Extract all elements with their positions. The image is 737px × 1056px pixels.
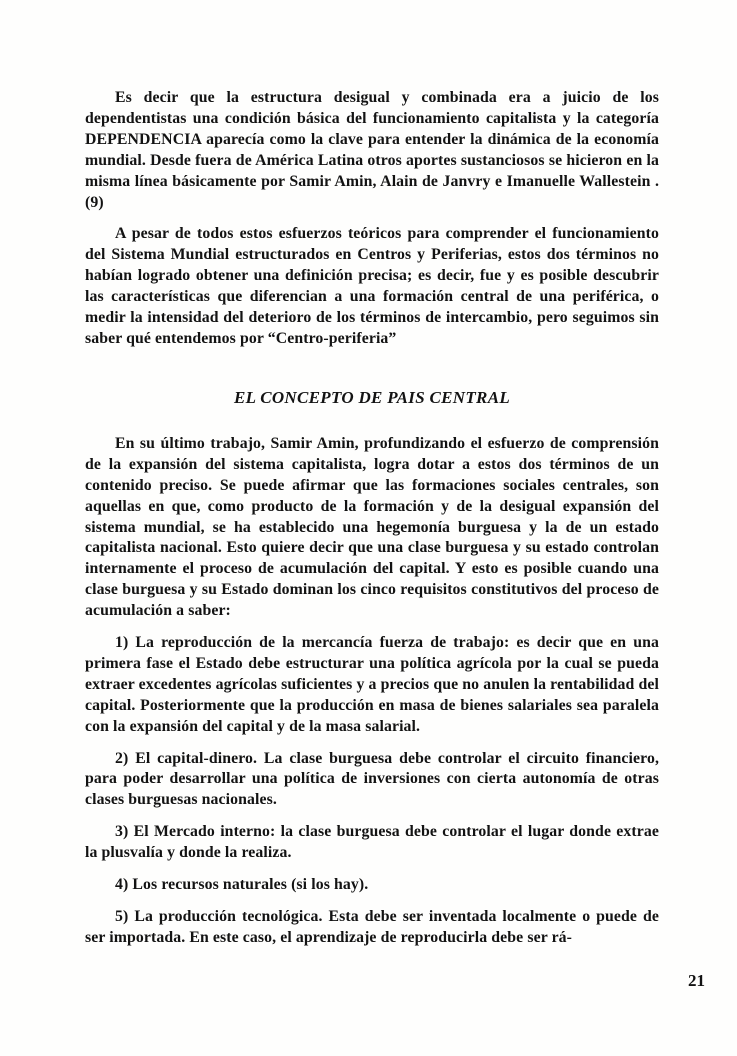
paragraph-body-1: En su último trabajo, Samir Amin, profundizando el esfuerzo de comprensión de la expansión del sistema capitalista, logra dotar a estos dos términos de un contenido preciso. Se puede afirmar que las formaciones sociales centrales, son aquellas en que, como producto de la formación y de la desigual expansión del sistema mundial, se ha establecido una hegemonía burguesa y la de un estado capitalista nacional. Esto quiere decir que una clase burguesa y su estado controlan internamente el proceso de acumulación del capital. Y esto es posible cuando una clase burguesa y su Estado dominan los cinco requisitos constitutivos del proceso de acumulación a saber:: [85, 434, 659, 620]
paragraph-intro-2: A pesar de todos estos esfuerzos teóricos para comprender el funcionamiento del Sistema Mundial estructurados en Centros y Periferias, estos dos términos no habían logrado obtener una definición precisa; es decir, fue y es posible descubrir las características que diferencian a una formación central de una periférica, o medir la intensidad del deterioro de los términos de intercambio, pero seguimos sin saber qué entendemos por “Centro-periferia”: [85, 225, 659, 347]
paragraph-list-item-1: 1) La reproducción de la mercancía fuerza de trabajo: es decir que en una primera fase el Estado debe estructurar una política agrícola por la cual se pueda extraer excedentes agrícolas suficientes y a precios que no anulen la rentabilidad del capital. Posteriormente que la producción en masa de bienes salariales sea paralela con la expansión del capital y de la masa salarial.: [85, 634, 659, 735]
section-heading: EL CONCEPTO DE PAIS CENTRAL: [233, 387, 511, 407]
paragraph-list-item-5: 5) La producción tecnológica. Esta debe ser inventada localmente o puede de ser importada. En este caso, el aprendizaje de reproducirla debe ser rá-: [85, 908, 659, 946]
page-number: 21: [688, 971, 705, 990]
paragraph-list-item-3: 3) El Mercado interno: la clase burguesa debe controlar el lugar donde extrae la plusvalía y donde la realiza.: [85, 823, 659, 862]
paragraph-list-item-4: 4) Los recursos naturales (si los hay).: [115, 876, 369, 894]
paragraph-list-item-2: 2) El capital-dinero. La clase burguesa debe controlar el circuito financiero, para poder desarrollar una política de inversiones con cierta autonomía de otras clases burguesas nacionales.: [85, 749, 659, 809]
paragraph-intro-1: Es decir que la estructura desigual y combinada era a juicio de los dependentistas una condición básica del funcionamiento capitalista y la categoría DEPENDENCIA aparecía como la clave para entender la dinámica de la economía mundial. Desde fuera de América Latina otros aportes sustanciosos se hicieron en la misma línea básicamente por Samir Amin, Alain de Janvry e Imanuelle Wallestein .(9): [85, 89, 659, 211]
text-block: [85, 88, 659, 960]
